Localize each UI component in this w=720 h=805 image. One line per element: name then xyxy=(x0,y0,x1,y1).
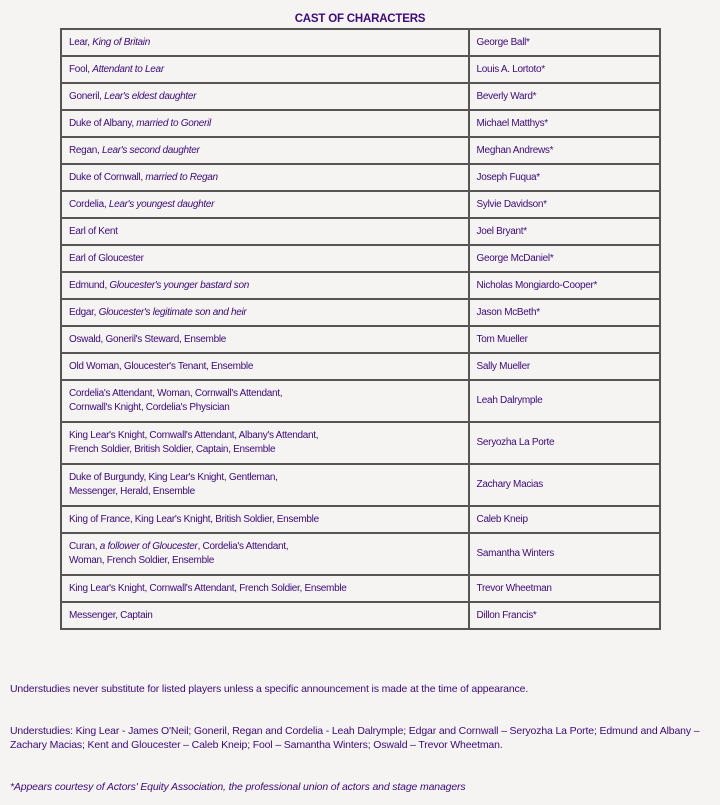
actor-cell: Samantha Winters xyxy=(469,533,660,575)
actor-cell: Louis A. Lortoto* xyxy=(469,56,660,83)
actor-cell: Sally Mueller xyxy=(469,353,660,380)
role-description: Lear's second daughter xyxy=(101,144,200,156)
actor-cell: Leah Dalrymple xyxy=(469,380,660,422)
role-cell xyxy=(61,137,469,164)
role-cell: Earl of Gloucester xyxy=(61,245,469,272)
role-cell xyxy=(61,299,469,326)
actor-cell: George McDaniel* xyxy=(469,245,660,272)
table-row xyxy=(61,218,660,245)
role-cell: Earl of Kent xyxy=(61,218,469,245)
actor-cell: Beverly Ward* xyxy=(469,83,660,110)
table-row xyxy=(61,380,660,422)
role-name: Edgar, xyxy=(69,306,99,318)
role-cell xyxy=(61,29,469,56)
role-cell: Old Woman, Gloucester's Tenant, Ensemble xyxy=(61,353,469,380)
actor-cell: Trevor Wheetman xyxy=(469,575,660,602)
table-row xyxy=(61,164,660,191)
cast-table xyxy=(60,28,661,630)
actor-cell: Sylvie Davidson* xyxy=(469,191,660,218)
role-cell: King Lear's Knight, Cornwall's Attendant, French Soldier, Ensemble xyxy=(61,575,469,602)
table-row xyxy=(61,110,660,137)
role-description: Gloucester's legitimate son and heir xyxy=(98,306,247,318)
understudies-note: Understudies: King Lear - James O'Neil; Goneril, Regan and Cordelia - Leah Dalrymple; Edgar and Cornwall – Seryozha La Porte; Edmund and Albany – Zachary Macias; Kent and Gloucester – Caleb Kneip; Fool – Samantha Winters; Oswald – Trevor Wheetman. xyxy=(10,725,700,751)
role-line-1: Cordelia's Attendant, Woman, Cornwall's Attendant, xyxy=(69,388,283,399)
role-line-2: Cornwall's Knight, Cordelia's Physician xyxy=(69,402,230,413)
role-name: Edmund, xyxy=(69,279,110,291)
role-cell: Messenger, Captain xyxy=(61,602,469,629)
actor-cell: Seryozha La Porte xyxy=(469,422,660,464)
role-description: Attendant to Lear xyxy=(92,63,164,75)
role-name: Duke of Albany, xyxy=(69,117,137,129)
role-name: Regan, xyxy=(69,144,102,156)
role-name: Lear, xyxy=(69,36,93,48)
role-description: Gloucester's younger bastard son xyxy=(109,279,250,291)
role-line-1: King Lear's Knight, Cornwall's Attendant, Albany's Attendant, xyxy=(69,430,319,441)
role-cell xyxy=(61,83,469,110)
role-description: married to Goneril xyxy=(136,117,211,129)
table-row xyxy=(61,56,660,83)
table-row xyxy=(61,83,660,110)
table-row xyxy=(61,575,660,602)
role-description: King of Britain xyxy=(92,36,150,48)
role-name: Goneril, xyxy=(69,90,105,102)
role-cell xyxy=(61,110,469,137)
table-row xyxy=(61,272,660,299)
role-description: a follower of Gloucester xyxy=(99,541,198,552)
table-row xyxy=(61,245,660,272)
table-row xyxy=(61,533,660,575)
actor-cell: Meghan Andrews* xyxy=(469,137,660,164)
role-cell xyxy=(61,533,469,575)
role-name: Cordelia, xyxy=(69,198,109,210)
role-cell: King of France, King Lear's Knight, British Soldier, Ensemble xyxy=(61,506,469,533)
table-row xyxy=(61,353,660,380)
actor-cell: Dillon Francis* xyxy=(469,602,660,629)
table-row xyxy=(61,191,660,218)
actor-cell: Caleb Kneip xyxy=(469,506,660,533)
role-description: Lear's youngest daughter xyxy=(108,198,215,210)
role-cell xyxy=(61,380,469,422)
role-cell xyxy=(61,272,469,299)
actor-cell: Tom Mueller xyxy=(469,326,660,353)
actor-cell: Zachary Macias xyxy=(469,464,660,506)
actor-cell: Joel Bryant* xyxy=(469,218,660,245)
role-cell xyxy=(61,56,469,83)
role-description: Lear's eldest daughter xyxy=(104,90,197,102)
page-title: CAST OF CHARACTERS xyxy=(294,13,426,25)
role-description: married to Regan xyxy=(145,171,218,183)
role-line-2: Woman, French Soldier, Ensemble xyxy=(69,555,215,566)
role-cell xyxy=(61,191,469,218)
role-name: Duke of Cornwall, xyxy=(69,171,146,183)
role-name: Fool, xyxy=(69,63,93,75)
role-name: Curan, xyxy=(69,541,100,552)
role-cell xyxy=(61,464,469,506)
role-line-2: Messenger, Herald, Ensemble xyxy=(69,486,195,497)
table-row xyxy=(61,326,660,353)
equity-footnote: *Appears courtesy of Actors' Equity Association, the professional union of actors and stage managers xyxy=(10,781,466,793)
role-cell: Oswald, Goneril's Steward, Ensemble xyxy=(61,326,469,353)
table-row xyxy=(61,464,660,506)
role-line-2: French Soldier, British Soldier, Captain, Ensemble xyxy=(69,444,276,455)
actor-cell: Joseph Fuqua* xyxy=(469,164,660,191)
substitution-note: Understudies never substitute for listed players unless a specific announcement is made at the time of appearance. xyxy=(10,683,529,695)
actor-cell: Nicholas Mongiardo-Cooper* xyxy=(469,272,660,299)
table-row xyxy=(61,602,660,629)
actor-cell: Michael Matthys* xyxy=(469,110,660,137)
table-row xyxy=(61,137,660,164)
role-line-1: Duke of Burgundy, King Lear's Knight, Gentleman, xyxy=(69,472,278,483)
role-cell xyxy=(61,164,469,191)
actor-cell: Jason McBeth* xyxy=(469,299,660,326)
actor-cell: George Ball* xyxy=(469,29,660,56)
table-row xyxy=(61,506,660,533)
role-cell xyxy=(61,422,469,464)
role-rest: , Cordelia's Attendant, xyxy=(197,541,289,552)
table-row xyxy=(61,299,660,326)
table-row xyxy=(61,29,660,56)
table-row xyxy=(61,422,660,464)
